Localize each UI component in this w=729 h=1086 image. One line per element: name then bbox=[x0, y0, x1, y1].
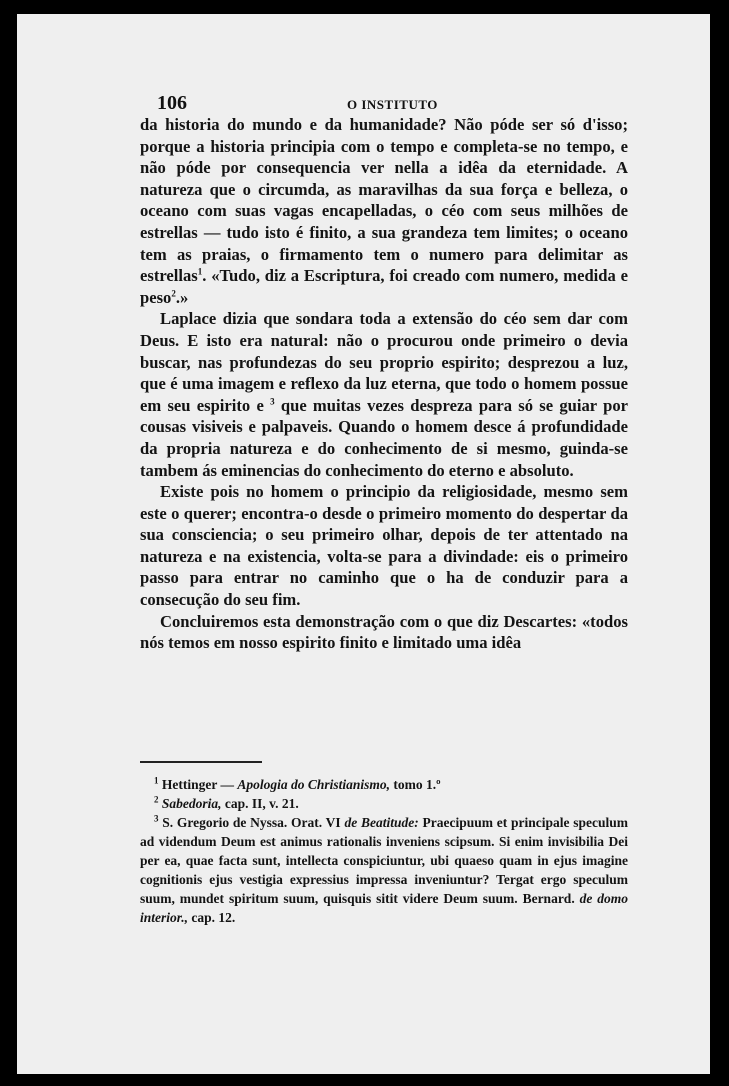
footnote-1 bbox=[140, 775, 628, 794]
footnote-3-title: de Beatitude: bbox=[344, 815, 419, 830]
footnote-3-text-b: Praecipuum et principale speculum ad videndum Deum est animus rationalis inveniens scipsum. Si enim invisibilia Dei per ea, quae facta sunt, intellecta conspiciuntur, ubi quaeso quam in ejus imagine cognitionis ejus vestigia expressius impressa inveniuntur? Tergat ergo speculum suum, mundet spiritum suum, quisquis sitit videre Deum suum. Bernard. bbox=[140, 815, 629, 906]
paragraph-3: Existe pois no homem o principio da religiosidade, mesmo sem este o querer; encontra-o desde o primeiro momento do despertar da sua consciencia; o seu primeiro olhar, depois de ter attentado na natureza e na existencia, volta-se para a divindade: eis o primeiro passo para entrar no caminho que o ha de conduzir para a consecução do seu fim. bbox=[140, 482, 628, 610]
footnote-3-title-2: de domo interior., bbox=[140, 891, 629, 925]
page-number: 106 bbox=[157, 92, 187, 114]
footnote-1-title: Apologia do Christianismo, bbox=[237, 777, 391, 792]
footnote-1-author: Hettinger — bbox=[161, 777, 234, 792]
paragraph-2-text-a: Laplace dizia que sondara toda a extensão do céo sem dar com Deus. E isto era natural: não o procurou onde primeiro o devia buscar, nas profundezas do seu proprio espirito; desprezou a luz, que é uma imagem e reflexo da luz eterna, que todo o homem possue em seu espirito e bbox=[140, 309, 628, 415]
running-title: O INSTITUTO bbox=[347, 97, 438, 112]
footnote-1-number: 1 bbox=[154, 775, 159, 786]
paragraph-4: Concluiremos esta demonstração com o que diz Descartes: «todos nós temos em nosso espirito finito e limitado uma idêa bbox=[140, 611, 628, 653]
footnote-ref-3: 3 bbox=[270, 396, 275, 407]
paragraph-1-text-a: da historia do mundo e da humanidade? Não póde ser só d'isso; porque a historia principia com o tempo e completa-se no tempo, e não póde por consequencia ver nella a idêa da eternidade. A natureza que o circumda, as maravilhas da sua força e belleza, o oceano com suas vagas encapelladas, o céo com seus milhões de estrellas — tudo isto é finito, a sua grandeza tem limites; o oceano tem as praias, o firmamento tem o numero para delimitar as estrellas bbox=[140, 115, 628, 286]
footnote-3-text-a: S. Gregorio de Nyssa. Orat. VI bbox=[162, 815, 341, 830]
paragraph-1-text-b: . «Tudo, diz a Escriptura, foi creado com numero, medida e peso bbox=[140, 266, 628, 307]
paragraph-1-text-c: .» bbox=[175, 287, 189, 307]
footnote-ref-1: 1 bbox=[197, 266, 203, 277]
footnote-2-title: Sabedoria, bbox=[161, 796, 222, 811]
footnotes bbox=[140, 775, 628, 927]
footnote-3-text-c: cap. 12. bbox=[191, 910, 236, 925]
page-header bbox=[157, 92, 645, 114]
footnote-rule bbox=[140, 761, 262, 763]
footnote-3-number: 3 bbox=[154, 813, 159, 824]
footnote-ref-2: 2 bbox=[171, 288, 176, 299]
footnote-2-number: 2 bbox=[154, 794, 159, 805]
paragraph-2 bbox=[140, 308, 628, 481]
paragraph-1 bbox=[140, 114, 628, 308]
paragraph-2-text-b: que muitas vezes despreza para só se guiar por cousas visiveis e palpaveis. Quando o homem desce á profundidade da propria natureza e do conhecimento de si mesmo, guinda-se tambem ás eminencias do conhecimento do eterno e absoluto. bbox=[140, 395, 629, 480]
footnote-2-rest: cap. II, v. 21. bbox=[224, 796, 299, 811]
footnote-1-rest: tomo 1.º bbox=[393, 777, 441, 792]
main-text bbox=[140, 114, 628, 654]
footnote-2 bbox=[140, 794, 628, 813]
footnote-3 bbox=[140, 813, 628, 927]
